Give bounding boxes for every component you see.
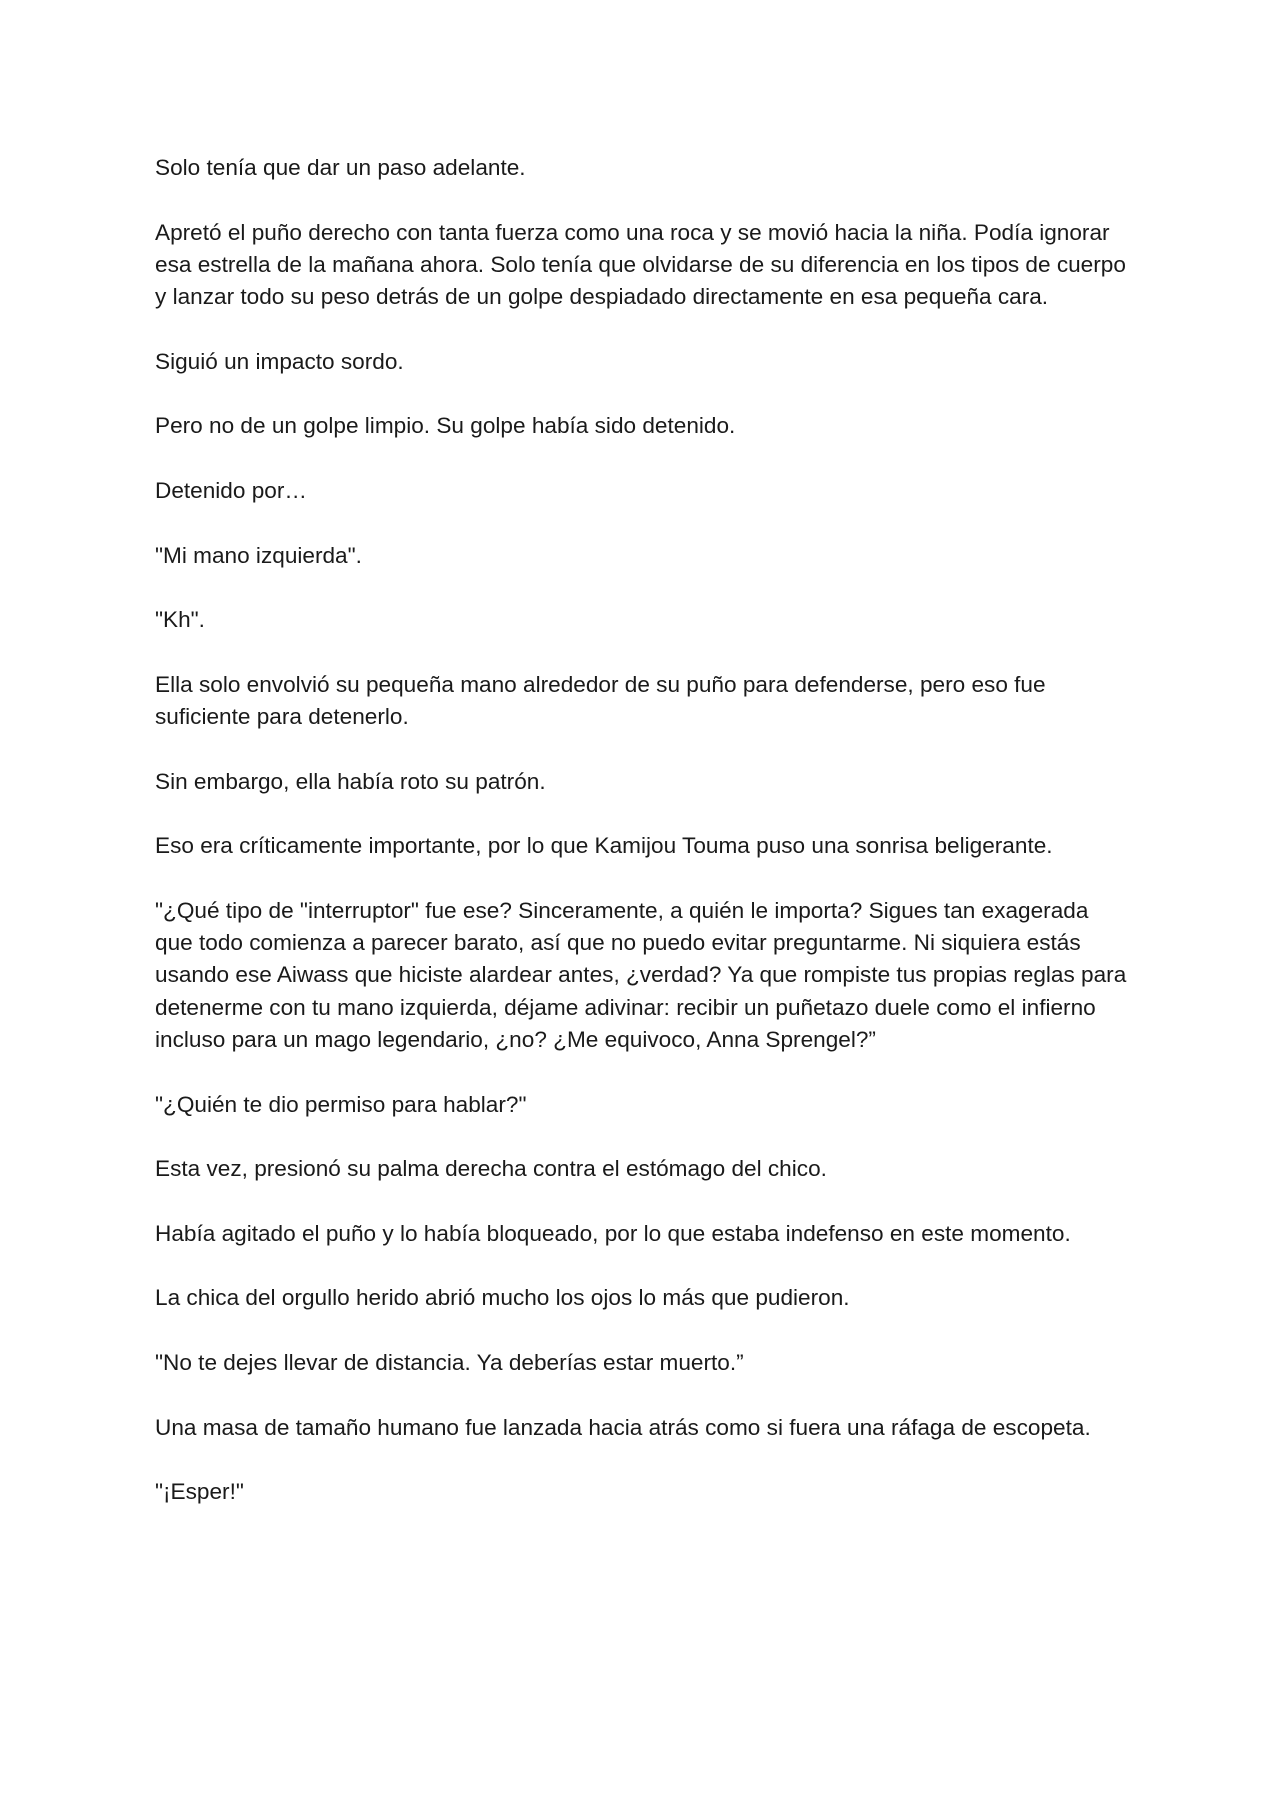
paragraph: Siguió un impacto sordo. (155, 348, 404, 374)
paragraph: Sin embargo, ella había roto su patrón. (155, 768, 546, 794)
paragraph: Había agitado el puño y lo había bloqueado, por lo que estaba indefenso en este momento. (155, 1220, 1071, 1246)
paragraph: Ella solo envolvió su pequeña mano alrededor de su puño para defenderse, pero eso fue suficiente para detenerlo. (155, 671, 1046, 730)
paragraph: "¡Esper!" (155, 1479, 244, 1505)
paragraph: Esta vez, presionó su palma derecha contra el estómago del chico. (155, 1156, 827, 1182)
paragraph: Detenido por… (155, 477, 307, 503)
paragraph: Apretó el puño derecho con tanta fuerza como una roca y se movió hacia la niña. Podía ignorar esa estrella de la mañana ahora. Solo tenía que olvidarse de su diferencia en los tipos de cuerpo y lanzar todo su peso detrás de un golpe despiadado directamente en esa pequeña cara. (155, 219, 1126, 310)
paragraph: Pero no de un golpe limpio. Su golpe había sido detenido. (155, 413, 736, 439)
document-page (155, 152, 1130, 1541)
paragraph: "¿Qué tipo de "interruptor" fue ese? Sinceramente, a quién le importa? Sigues tan exagerada que todo comienza a parecer barato, así que no puedo evitar preguntarme. Ni siquiera estás usando ese Aiwass que hiciste alardear antes, ¿verdad? Ya que rompiste tus propias reglas para detenerme con tu mano izquierda, déjame adivinar: recibir un puñetazo duele como el infierno incluso para un mago legendario, ¿no? ¿Me equivoco, Anna Sprengel?” (155, 897, 1127, 1053)
paragraph: "¿Quién te dio permiso para hablar?" (155, 1091, 527, 1117)
paragraph: "Kh". (155, 607, 205, 633)
paragraph: "No te dejes llevar de distancia. Ya deberías estar muerto.” (155, 1349, 744, 1375)
paragraph: Solo tenía que dar un paso adelante. (155, 155, 526, 180)
paragraph: Eso era críticamente importante, por lo que Kamijou Touma puso una sonrisa beligerante. (155, 833, 1053, 859)
paragraph: La chica del orgullo herido abrió mucho los ojos lo más que pudieron. (155, 1285, 850, 1311)
paragraph: Una masa de tamaño humano fue lanzada hacia atrás como si fuera una ráfaga de escopeta. (155, 1414, 1091, 1440)
paragraph: "Mi mano izquierda". (155, 542, 362, 568)
